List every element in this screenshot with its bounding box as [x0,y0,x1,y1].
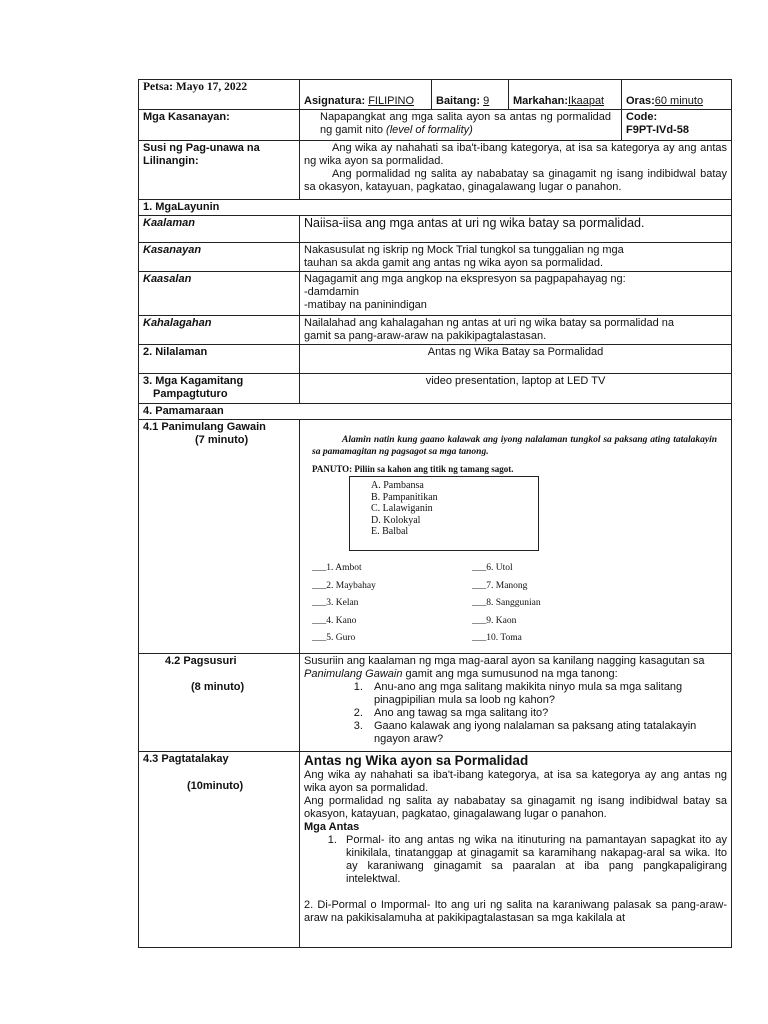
kasanayan-text-cell [300,110,622,141]
pagsusuri-question: 2. Ano ang tawag sa mga salitang ito? [366,707,727,720]
layunin-label: 1. MgaLayunin [139,200,732,216]
pagtatalakay-label: 4.3 Pagtatalakay [143,753,229,765]
panimula-label: 4.1 Panimulang Gawain [143,421,266,433]
quiz-row [312,580,712,598]
kahalagahan-text-cell [300,316,732,345]
panimula-intro: Alamin natin kung gaano kalawak ang iyong nalalaman tungkol sa paksang ating tatalakayin sa pamamagitan ng pagsagot sa mga tanong. [312,435,717,457]
quiz-items [312,562,712,650]
kaasalan-line-3: -matibay na paninindigan [304,299,427,311]
kaasalan-label: Kaasalan [139,272,300,316]
markahan-value: Ikaapat [568,95,605,107]
kagamitan-label-cell [139,374,300,404]
quiz-item: ___2. Maybahay [312,580,376,591]
susi-label: Susi ng Pag-unawa na Lilinangin: [139,141,300,200]
kaasalan-line-1: Nagagamit ang mga angkop na ekspresyon sa pagpapahayag ng: [304,273,626,285]
quiz-item: ___1. Ambot [312,563,362,573]
kahalagahan-label: Kahalagahan [139,316,300,345]
kasanayan-text: Napapangkat ang mga salita ayon sa antas ng pormalidad ng gamit nito [320,111,611,136]
kasanayan-row [139,110,732,141]
oras-label: Oras: [626,95,655,107]
kaasalan-row [139,272,732,316]
kaasalan-text-cell [300,272,732,316]
antas-item: 1. Pormal- ito ang antas ng wika na itinuturing na pamantayan sapagkat ito ay kinikilala, tinatanggap at ginagamit sa karamihang nakapag-aral sa wika. Ito ay karaniwang ginagamit sa paaralan at iba pang pangkapaligirang intelektwal. [340,834,727,886]
asignatura-value: FILIPINO [368,95,415,107]
susi-p2: Ang pormalidad ng salita ay nababatay sa ginagamit ng isang indibidwal batay sa okasyon, katayuan, pagkatao, ginagalawang lugar o panahon. [304,168,727,193]
kagamitan-row [139,374,732,404]
markahan-cell [509,80,622,110]
pagsusuri-row [139,654,732,752]
baitang-value: 9 [483,95,490,107]
quiz-item: ___7. Manong [472,580,528,591]
choice-c: C. Lalawiganin [371,503,433,514]
kaasalan-line-2: -damdamin [304,286,360,298]
header-row [139,80,732,110]
susi-p1: Ang wika ay nahahati sa iba't-ibang kategorya, at isa sa kategorya ay ang antas ng wika ayon sa pormalidad. [304,142,727,167]
choice-b: B. Pampanitikan [371,491,438,503]
kasanayan-italic: (level of formality) [386,124,473,136]
oras-cell [622,80,732,110]
choice-a: A. Pambansa [371,480,424,491]
quiz-item: ___3. Kelan [312,598,359,608]
antas-list [304,834,727,886]
quiz-item: ___9. Kaon [472,615,517,626]
pagsusuri-question: 1. Anu-ano ang mga salitang makikita ninyo mula sa mga salitang pinagpipilian mula sa loob ng kahon? [366,681,727,707]
pamamaraan-label: 4. Pamamaraan [139,404,732,420]
panimula-worksheet-cell [300,420,732,654]
kasanayan-obj-label: Kasanayan [139,243,300,272]
kahalagahan-text: Nailalahad ang kahalagahan ng antas at uri ng wika batay sa pormalidad na gamit sa pang-araw-araw na pakikipagtalastasan. [304,317,674,342]
kasanayan-obj-text: Nakasusulat ng iskrip ng Mock Trial tungkol sa tunggalian ng mga tauhan sa akda gamit ang antas ng wika ayon sa pormalidad. [304,244,624,269]
nilalaman-row [139,345,732,374]
panimula-worksheet [300,420,731,652]
pagtatalakay-p1: Ang wika ay nahahati sa iba't-ibang kategorya, at isa sa kategorya ay ang antas ng wika ayon sa pormalidad. [304,769,727,794]
asignatura-cell [300,80,432,110]
kagamitan-value: video presentation, laptop at LED TV [300,374,732,404]
quiz-item: ___4. Kano [312,615,357,626]
choice-e: E. Balbal [371,526,409,537]
panimula-panuto: PANUTO: Piliin sa kahon ang titik ng tamang sagot. [312,464,514,474]
susi-text-cell [300,141,732,200]
baitang-cell [432,80,509,110]
antas-item-2: 2. Di-Pormal o Impormal- Ito ang uri ng salita na karaniwang palasak sa pang-araw-araw na pakikisalamuha at pakikipagtalastasan sa mga kakilala at [304,899,727,924]
pagsusuri-time: (8 minuto) [191,681,245,693]
code-label: Code: [626,111,658,123]
kaalaman-row [139,216,732,243]
pagsusuri-intro-italic: Panimulang Gawain [304,668,403,680]
quiz-row [312,562,712,580]
quiz-row [312,615,712,633]
kagamitan-label-2: Pampagtuturo [153,388,228,400]
pagsusuri-intro [304,655,727,681]
pagsusuri-question: 3. Gaano kalawak ang iyong nalalaman sa paksang ating tatalakayin ngayon araw? [366,720,727,746]
pagsusuri-intro-1: Susuriin ang kaalaman ng mga mag-aaral ayon sa kanilang nagging kasagutan sa [304,655,705,667]
pamamaraan-row [139,404,732,420]
kasanayan-label: Mga Kasanayan: [139,110,300,141]
markahan-label: Markahan: [513,95,569,107]
pagsusuri-text-cell [300,654,732,752]
kasanayan-obj-row [139,243,732,272]
petsa-cell [139,80,300,110]
mga-antas-heading: Mga Antas [304,821,360,833]
choice-d: D. Kolokyal [371,514,421,526]
pagsusuri-label: 4.2 Pagsusuri [165,655,237,667]
panimula-row [139,420,732,654]
kaalaman-label: Kaalaman [139,216,300,243]
lesson-plan-table [138,79,732,948]
oras-value: 60 minuto [654,95,704,107]
pagtatalakay-heading: Antas ng Wika ayon sa Pormalidad [304,753,529,768]
pagtatalakay-p2: Ang pormalidad ng salita ay nababatay sa ginagamit ng isang indibidwal batay sa okasyon, katayuan, pagkatao, ginagalawang lugar o panahon. [304,795,727,820]
panimula-label-cell [139,420,300,654]
quiz-item: ___8. Sanggunian [472,598,541,608]
lesson-plan-page [138,79,731,945]
kaalaman-text: Naiisa-iisa ang mga antas at uri ng wika batay sa pormalidad. [300,216,732,243]
quiz-row [312,632,712,650]
baitang-label: Baitang: [436,95,480,107]
nilalaman-label: 2. Nilalaman [139,345,300,374]
susi-row [139,141,732,200]
kahalagahan-row [139,316,732,345]
asignatura-label: Asignatura: [304,95,366,107]
nilalaman-value: Antas ng Wika Batay sa Pormalidad [300,345,732,374]
pagtatalakay-label-cell [139,752,300,948]
code-value: F9PT-IVd-58 [626,124,689,136]
layunin-row [139,200,732,216]
panimula-time: (7 minuto) [195,434,249,446]
pagtatalakay-row [139,752,732,948]
quiz-row [312,597,712,615]
kagamitan-label-1: 3. Mga Kagamitang [143,375,244,387]
pagtatalakay-time: (10minuto) [187,780,244,792]
pagsusuri-intro-2: gamit ang mga sumusunod na mga tanong: [405,668,618,680]
petsa: Petsa: Mayo 17, 2022 [143,81,248,93]
code-cell [622,110,732,141]
quiz-item: ___6. Utol [472,563,513,573]
pagsusuri-label-cell [139,654,300,752]
quiz-item: ___5. Guro [312,633,356,643]
pagsusuri-questions [304,681,727,746]
pagtatalakay-text-cell [300,752,732,948]
choices-box [349,476,539,551]
quiz-item: ___10. Toma [472,633,522,643]
kasanayan-obj-text-cell [300,243,732,272]
